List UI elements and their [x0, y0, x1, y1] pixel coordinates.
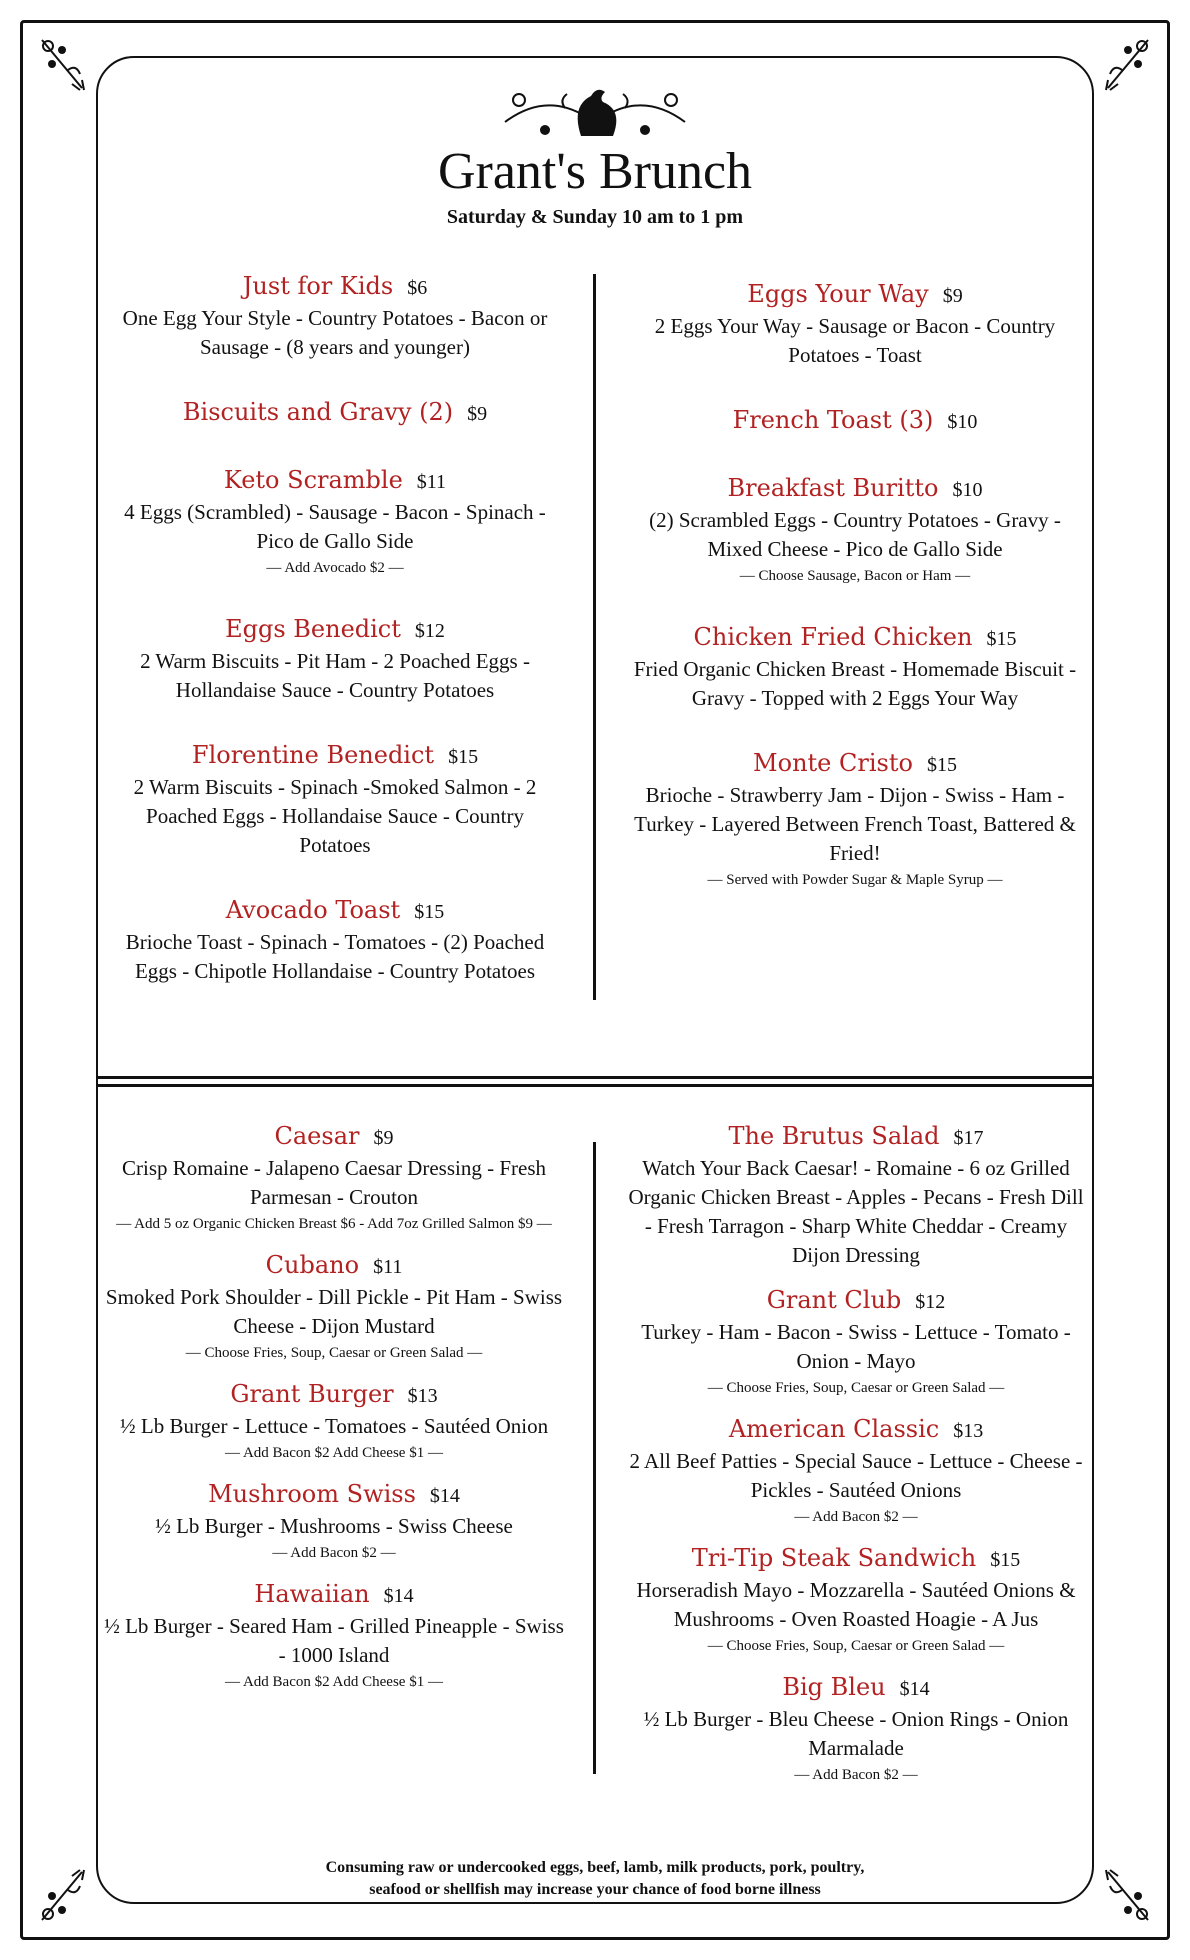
menu-item-price: $15	[990, 1549, 1021, 1571]
menu-item-description: Horseradish Mayo - Mozzarella - Sautéed Onions & Mushrooms - Oven Roasted Hoagie - A Jus	[636, 1578, 1076, 1631]
menu-item-price: $15	[986, 628, 1017, 650]
menu-item-description: (2) Scrambled Eggs - Country Potatoes - Gravy - Mixed Cheese - Pico de Gallo Side	[649, 508, 1061, 561]
menu-item-heading	[104, 1578, 564, 1612]
menu-item-description: 4 Eggs (Scrambled) - Sausage - Bacon - Spinach - Pico de Gallo Side	[124, 500, 546, 553]
menu-item-description: 2 Warm Biscuits - Pit Ham - 2 Poached Eggs - Hollandaise Sauce - Country Potatoes	[140, 649, 530, 702]
menu-item	[110, 396, 560, 430]
lunch-right-column	[626, 1120, 1086, 1800]
menu-item-note: — Served with Powder Sugar & Maple Syrup —	[707, 872, 1003, 888]
menu-item-description: One Egg Your Style - Country Potatoes - Bacon or Sausage - (8 years and younger)	[122, 306, 548, 359]
hours-subtitle: Saturday & Sunday 10 am to 1 pm	[446, 206, 744, 228]
menu-item	[104, 1120, 564, 1235]
menu-item-name: Just for Kids	[242, 272, 394, 300]
menu-item-heading	[110, 894, 560, 928]
menu-item-description: ½ Lb Burger - Seared Ham - Grilled Pineapple - Swiss - 1000 Island	[104, 1614, 564, 1667]
menu-item-description: Crisp Romaine - Jalapeno Caesar Dressing - Fresh Parmesan - Crouton	[122, 1156, 546, 1209]
rooster-logo-icon	[495, 78, 695, 146]
menu-item-heading	[110, 270, 560, 304]
menu-item-description: Fried Organic Chicken Breast - Homemade Biscuit - Gravy - Topped with 2 Eggs Your Way	[633, 657, 1077, 710]
menu-item-name: Grant Club	[766, 1286, 902, 1314]
menu-item	[110, 894, 560, 986]
menu-item-description: Smoked Pork Shoulder - Dill Pickle - Pit Ham - Swiss Cheese - Dijon Mustard	[105, 1285, 563, 1338]
menu-item-heading	[630, 278, 1080, 312]
menu-item-description: 2 Eggs Your Way - Sausage or Bacon - Country Potatoes - Toast	[654, 314, 1056, 367]
menu-item-price: $9	[467, 403, 488, 425]
menu-item-price: $11	[416, 471, 447, 493]
menu-item-heading	[104, 1120, 564, 1154]
menu-item-name: Breakfast Buritto	[727, 474, 939, 502]
menu-item-name: Hawaiian	[254, 1580, 370, 1608]
menu-item-price: $14	[429, 1485, 460, 1507]
menu-item-note: — Add Bacon $2 Add Cheese $1 —	[225, 1674, 443, 1690]
menu-item	[630, 472, 1080, 587]
menu-item-heading	[626, 1413, 1086, 1447]
menu-item-price: $9	[942, 285, 963, 307]
menu-item-price: $11	[373, 1256, 403, 1278]
menu-item-name: Chicken Fried Chicken	[693, 623, 973, 651]
menu-item-description: ½ Lb Burger - Lettuce - Tomatoes - Sautéed Onion	[119, 1414, 549, 1438]
menu-item-heading	[630, 747, 1080, 781]
menu-item-name: Caesar	[274, 1122, 360, 1150]
menu-item-note: — Add Bacon $2 —	[794, 1509, 918, 1525]
menu-item-heading	[104, 1249, 564, 1283]
menu-item	[104, 1249, 564, 1364]
menu-item-name: Keto Scramble	[223, 466, 403, 494]
menu-item	[110, 739, 560, 860]
menu-item	[626, 1284, 1086, 1399]
menu-item-heading	[630, 404, 1080, 438]
menu-item-price: $10	[952, 479, 983, 501]
menu-item-name: Eggs Benedict	[225, 615, 401, 643]
menu-item	[626, 1120, 1086, 1270]
breakfast-left-column	[110, 270, 560, 1020]
menu-item	[630, 747, 1080, 891]
menu-item-description: 2 Warm Biscuits - Spinach -Smoked Salmon - 2 Poached Eggs - Hollandaise Sauce - Country Potatoes	[133, 775, 537, 857]
menu-item-note: — Add Bacon $2 —	[272, 1545, 396, 1561]
menu-item	[104, 1578, 564, 1693]
menu-item-heading	[104, 1378, 564, 1412]
menu-item-description: ½ Lb Burger - Mushrooms - Swiss Cheese	[155, 1514, 513, 1538]
menu-item-note: — Choose Fries, Soup, Caesar or Green Salad —	[707, 1380, 1005, 1396]
lunch-left-column	[104, 1120, 564, 1707]
menu-item-price: $14	[899, 1678, 930, 1700]
menu-item-heading	[110, 613, 560, 647]
column-divider	[593, 1142, 596, 1774]
menu-item-heading	[110, 464, 560, 498]
menu-item-heading	[104, 1478, 564, 1512]
menu-item-price: $9	[373, 1127, 394, 1149]
menu-item-name: Cubano	[265, 1251, 360, 1279]
menu-item-note: — Add Avocado $2 —	[266, 560, 404, 576]
menu-item-name: Florentine Benedict	[191, 741, 435, 769]
menu-item-description: ½ Lb Burger - Bleu Cheese - Onion Rings - Onion Marmalade	[643, 1707, 1069, 1760]
menu-item-description: Turkey - Ham - Bacon - Swiss - Lettuce - Tomato - Onion - Mayo	[641, 1320, 1071, 1373]
section-divider	[98, 1084, 1092, 1087]
floral-ornament-icon	[38, 36, 86, 92]
menu-item-price: $6	[407, 277, 428, 299]
menu-item-note: — Add 5 oz Organic Chicken Breast $6 - Add 7oz Grilled Salmon $9 —	[116, 1216, 552, 1232]
floral-ornament-icon	[1104, 36, 1152, 92]
menu-item-heading	[626, 1120, 1086, 1154]
menu-item-description: Brioche Toast - Spinach - Tomatoes - (2) Poached Eggs - Chipotle Hollandaise - Country Potatoes	[125, 930, 545, 983]
page-title: Grant's Brunch	[437, 143, 753, 200]
menu-item-heading	[630, 472, 1080, 506]
health-warning	[0, 1857, 1190, 1901]
menu-item-name: American Classic	[728, 1415, 940, 1443]
menu-item-price: $10	[947, 411, 978, 433]
menu-item-note: — Choose Fries, Soup, Caesar or Green Salad —	[707, 1638, 1005, 1654]
menu-item-name: Tri-Tip Steak Sandwich	[691, 1544, 977, 1572]
breakfast-right-column	[630, 278, 1080, 925]
menu-item-note: — Add Bacon $2 Add Cheese $1 —	[225, 1445, 443, 1461]
menu-item-price: $14	[383, 1585, 414, 1607]
menu-item	[630, 621, 1080, 713]
menu-item-description: 2 All Beef Patties - Special Sauce - Lettuce - Cheese - Pickles - Sautéed Onions	[629, 1449, 1083, 1502]
menu-item-name: Eggs Your Way	[747, 280, 929, 308]
menu-item	[626, 1542, 1086, 1657]
menu-item-note: — Choose Sausage, Bacon or Ham —	[739, 568, 971, 584]
menu-item	[626, 1413, 1086, 1528]
section-divider	[98, 1076, 1092, 1079]
menu-item-price: $13	[407, 1385, 438, 1407]
menu-item-name: French Toast (3)	[732, 406, 934, 434]
menu-item	[626, 1671, 1086, 1786]
menu-item-price: $15	[414, 901, 445, 923]
column-divider	[593, 274, 596, 1000]
menu-item-price: $12	[414, 620, 445, 642]
menu-item-heading	[110, 739, 560, 773]
menu-item	[110, 270, 560, 362]
menu-item-heading	[626, 1542, 1086, 1576]
health-warning-text: Consuming raw or undercooked eggs, beef, lamb, milk products, pork, poultry, seafood or shellfish may increase your chance of food borne illness	[325, 1859, 865, 1898]
menu-item-name: Grant Burger	[230, 1380, 394, 1408]
menu-item	[104, 1478, 564, 1564]
menu-item-note: — Choose Fries, Soup, Caesar or Green Salad —	[185, 1345, 483, 1361]
menu-item-note: — Add Bacon $2 —	[794, 1767, 918, 1783]
menu-item-name: Big Bleu	[782, 1673, 886, 1701]
menu-item	[110, 613, 560, 705]
menu-item-heading	[110, 396, 560, 430]
menu-item-name: Monte Cristo	[753, 749, 913, 777]
menu-item-name: The Brutus Salad	[728, 1122, 940, 1150]
menu-item-description: Brioche - Strawberry Jam - Dijon - Swiss - Ham - Turkey - Layered Between French Toast, Battered & Fried!	[634, 783, 1076, 865]
menu-item-heading	[626, 1284, 1086, 1318]
menu-item-price: $13	[953, 1420, 984, 1442]
menu-item-name: Biscuits and Gravy (2)	[182, 398, 454, 426]
menu-item-name: Mushroom Swiss	[208, 1480, 416, 1508]
menu-item-price: $12	[915, 1291, 946, 1313]
menu-item	[104, 1378, 564, 1464]
menu-item-price: $15	[448, 746, 479, 768]
menu-item-heading	[626, 1671, 1086, 1705]
menu-item	[110, 464, 560, 579]
menu-item-price: $15	[926, 754, 957, 776]
menu-item	[630, 278, 1080, 370]
menu-item-name: Avocado Toast	[225, 896, 401, 924]
menu-item-heading	[630, 621, 1080, 655]
menu-item-description: Watch Your Back Caesar! - Romaine - 6 oz Grilled Organic Chicken Breast - Apples - Pecans - Fresh Dill - Fresh Tarragon - Sharp White Cheddar - Creamy Dijon Dressing	[628, 1156, 1084, 1267]
menu-item	[630, 404, 1080, 438]
menu-item-price: $17	[953, 1127, 984, 1149]
